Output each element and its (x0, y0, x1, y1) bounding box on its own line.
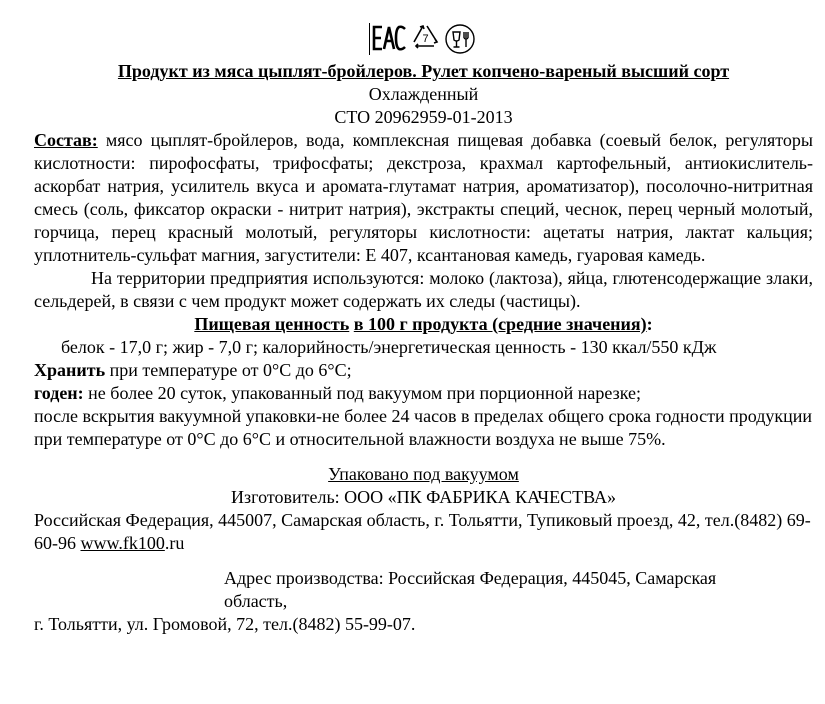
website-link[interactable]: www.fk100 (80, 533, 165, 553)
label-document (34, 60, 813, 636)
eac-mark-icon (372, 21, 406, 55)
production-address-line2: г. Тольятти, ул. Громовой, 72, тел.(8482) 55-99-07. (34, 614, 416, 634)
after-opening-text: после вскрытия вакуумной упаковки-не более 24 часов в пределах общего срока годности продукции при температуре от 0°С до 6°С и относительной влажности воздуха не выше 75%. (34, 406, 813, 449)
storage-text: при температуре от 0°С до 6°С; (105, 360, 352, 380)
recycling-code: 7 (422, 33, 429, 45)
nutrition-title (34, 313, 813, 336)
product-state: Охлажденный (368, 84, 479, 104)
shelf-life-text: не более 20 суток, упакованный под вакуумом при порционной нарезке; (83, 383, 642, 403)
shelf-life-line (34, 382, 813, 405)
recycling-triangle-icon (410, 23, 442, 53)
shelf-life-label: годен: (34, 383, 84, 403)
composition-text: мясо цыплят-бройлеров, вода, комплексная пищевая добавка (соевый белок, регуляторы кислотности: пирофосфаты, трифосфаты; декстроза, крахмал картофельный, антиокислитель-аскорбат натрия, усилитель вкуса и аромата-глутамат натрия, ароматизатор), посолочно-нитритная смесь (соль, фиксатор окраски - нитрит натрия), экстракты специй, чеснок, перец черный молотый, горчица, перец красный молотый, регуляторы кислотности: ацетаты натрия, лактат кальция; уплотнитель-сульфат магния, загустители: Е 407, ксантановая камедь, гуаровая камедь. (34, 130, 813, 265)
nutrition-title-part1: Пищевая ценность (194, 314, 350, 334)
manufacturer-label: Изготовитель: ООО «ПК ФАБРИКА КАЧЕСТВА» (231, 487, 616, 507)
nutrition-values: белок - 17,0 г; жир - 7,0 г; калорийность/энергетическая ценность - 130 ккал/550 кДж (61, 337, 717, 357)
storage-label: Хранить (34, 360, 106, 380)
certification-marks (368, 21, 478, 57)
nutrition-title-part3: в 100 г продукта (средние значения) (353, 314, 647, 334)
vacuum-packed-label: Упаковано под вакуумом (328, 464, 519, 484)
manufacturer-address-text: Российская Федерация, 445007, Самарская область, г. Тольятти, Тупиковый проезд, 42, тел.(8482) 69-60-96 (34, 510, 811, 553)
production-address-line1: Адрес производства: Российская Федерация, 445045, Самарская область, (224, 568, 717, 611)
allergens-text: На территории предприятия используются: молоко (лактоза), яйца, глютенсодержащие злаки, сельдерей, в связи с чем продукт может содержать их следы (частицы). (34, 268, 813, 311)
text-cursor (369, 23, 370, 55)
website-suffix: .ru (164, 533, 185, 553)
storage-line (34, 359, 813, 382)
manufacturer-address (34, 509, 813, 555)
product-title: Продукт из мяса цыплят-бройлеров. Рулет копчено-вареный высший сорт (117, 61, 730, 81)
food-safe-glass-fork-icon (444, 23, 476, 55)
composition-section (34, 129, 813, 267)
nutrition-title-part4: : (646, 314, 653, 334)
standard-code: СТО 20962959-01-2013 (334, 107, 513, 127)
composition-label: Состав: (34, 130, 98, 150)
